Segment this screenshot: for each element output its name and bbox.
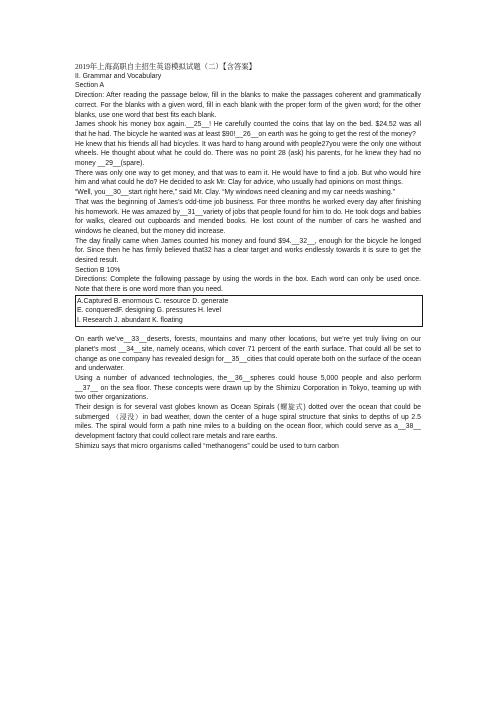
passage-a-paragraph: That was the beginning of James’s odd-time job business. For three months he worked every day after finishing his homework. He was amazed by__31__variety of jobs that people found for him to do. He took dogs and babies for walks, cleared out cupboards and mended books. He lost count of the number of cars he washed and windows he cleaned, but the money did increase. — [75, 198, 421, 235]
passage-b-paragraph: On earth we’ve__33__deserts, forests, mountains and many other locations, but we’re yet truly living on our planet’s most __34__site, namely oceans, which cover 71 percent of the earth surface. That could all be set to change as one company has revealed design for__35__cities that could operate both on the surface of the ocean and underwater. — [75, 336, 421, 373]
section-a-heading: Section A — [75, 82, 105, 90]
word-bank-row: A.Captured B. enormous C. resource D. generate — [77, 297, 229, 305]
passage-b-paragraph: Shimizu says that micro organisms called “methanogens” could be used to turn carbon — [75, 442, 339, 450]
passage-b-paragraph: Using a number of advanced technologies, the__36__spheres could house 5,000 people and also perform __37__ on the sea floor. These concepts were drawn up by the Shimizu Corporation in Tokyo, teaming up with two other organizations. — [75, 374, 421, 402]
passage-a-paragraph: There was only one way to get money, and that was to earn it. He would have to find a job. But who would hire him and what could he do? He decided to ask Mr. Clay for advice, who usually had opinions on most things. — [75, 169, 421, 187]
part-heading: II. Grammar and Vocabulary — [75, 72, 162, 80]
passage-a-paragraph: The day finally came when James counted his money and found $94.__32__, enough for the bicycle he longed for. Since then he has firmly believed that32 has a clear target and works endlessly towards it is sure to get the desired result. — [75, 237, 421, 265]
passage-b-paragraph: Their design is for several vast globes known as Ocean Spirals (螺旋式) dotted over the ocean that could be submerged （浸没）in bad weather, down the center of a huge spiral structure that sinks to depths of up 2.5 miles. The spiral would form a path nine miles to a building on the ocean floor, which could serve as a__38__ development factory that could collect rare metals and rare earths. — [75, 404, 421, 441]
word-bank-row: I. Research J. abundant K. floating — [77, 317, 183, 325]
document-title: 2019年上海高职自主招生英语模拟试题（二）【含答案】 — [75, 62, 257, 71]
passage-a-paragraph: “Well, you__30__start right here,” said Mr. Clay. “My windows need cleaning and my car needs washing.” — [75, 189, 395, 197]
word-bank-box — [75, 295, 423, 327]
section-b-direction: Directions: Complete the following passage by using the words in the box. Each word can only be used once. Note that there is one word more than you need. — [75, 276, 421, 294]
passage-a-paragraph: He knew that his friends all had bicycles. It was hard to hang around with people27you were the only one without wheels. He thought about what he could do. There was no point 28 (ask) his parents, for he knew they had no money __29__(spare). — [75, 140, 421, 168]
word-bank-row: E. conqueredF. designing G. pressures H. level — [77, 307, 222, 315]
section-b-heading: Section B 10% — [75, 266, 121, 274]
document-body — [75, 62, 421, 452]
section-a-direction: Direction: After reading the passage below, fill in the blanks to make the passages coherent and grammatically correct. For the blanks with a given word, fill in each blank with the proper form of the given word; for the other blanks, use one word that best fits each blank. — [75, 92, 421, 119]
passage-a-paragraph: James shook his money box again.__25__! He carefully counted the coins that lay on the bed. $24.52 was all that he had. The bicycle he wanted was at least $90!__26__on earth was he going to get the rest of the money? — [75, 121, 421, 138]
